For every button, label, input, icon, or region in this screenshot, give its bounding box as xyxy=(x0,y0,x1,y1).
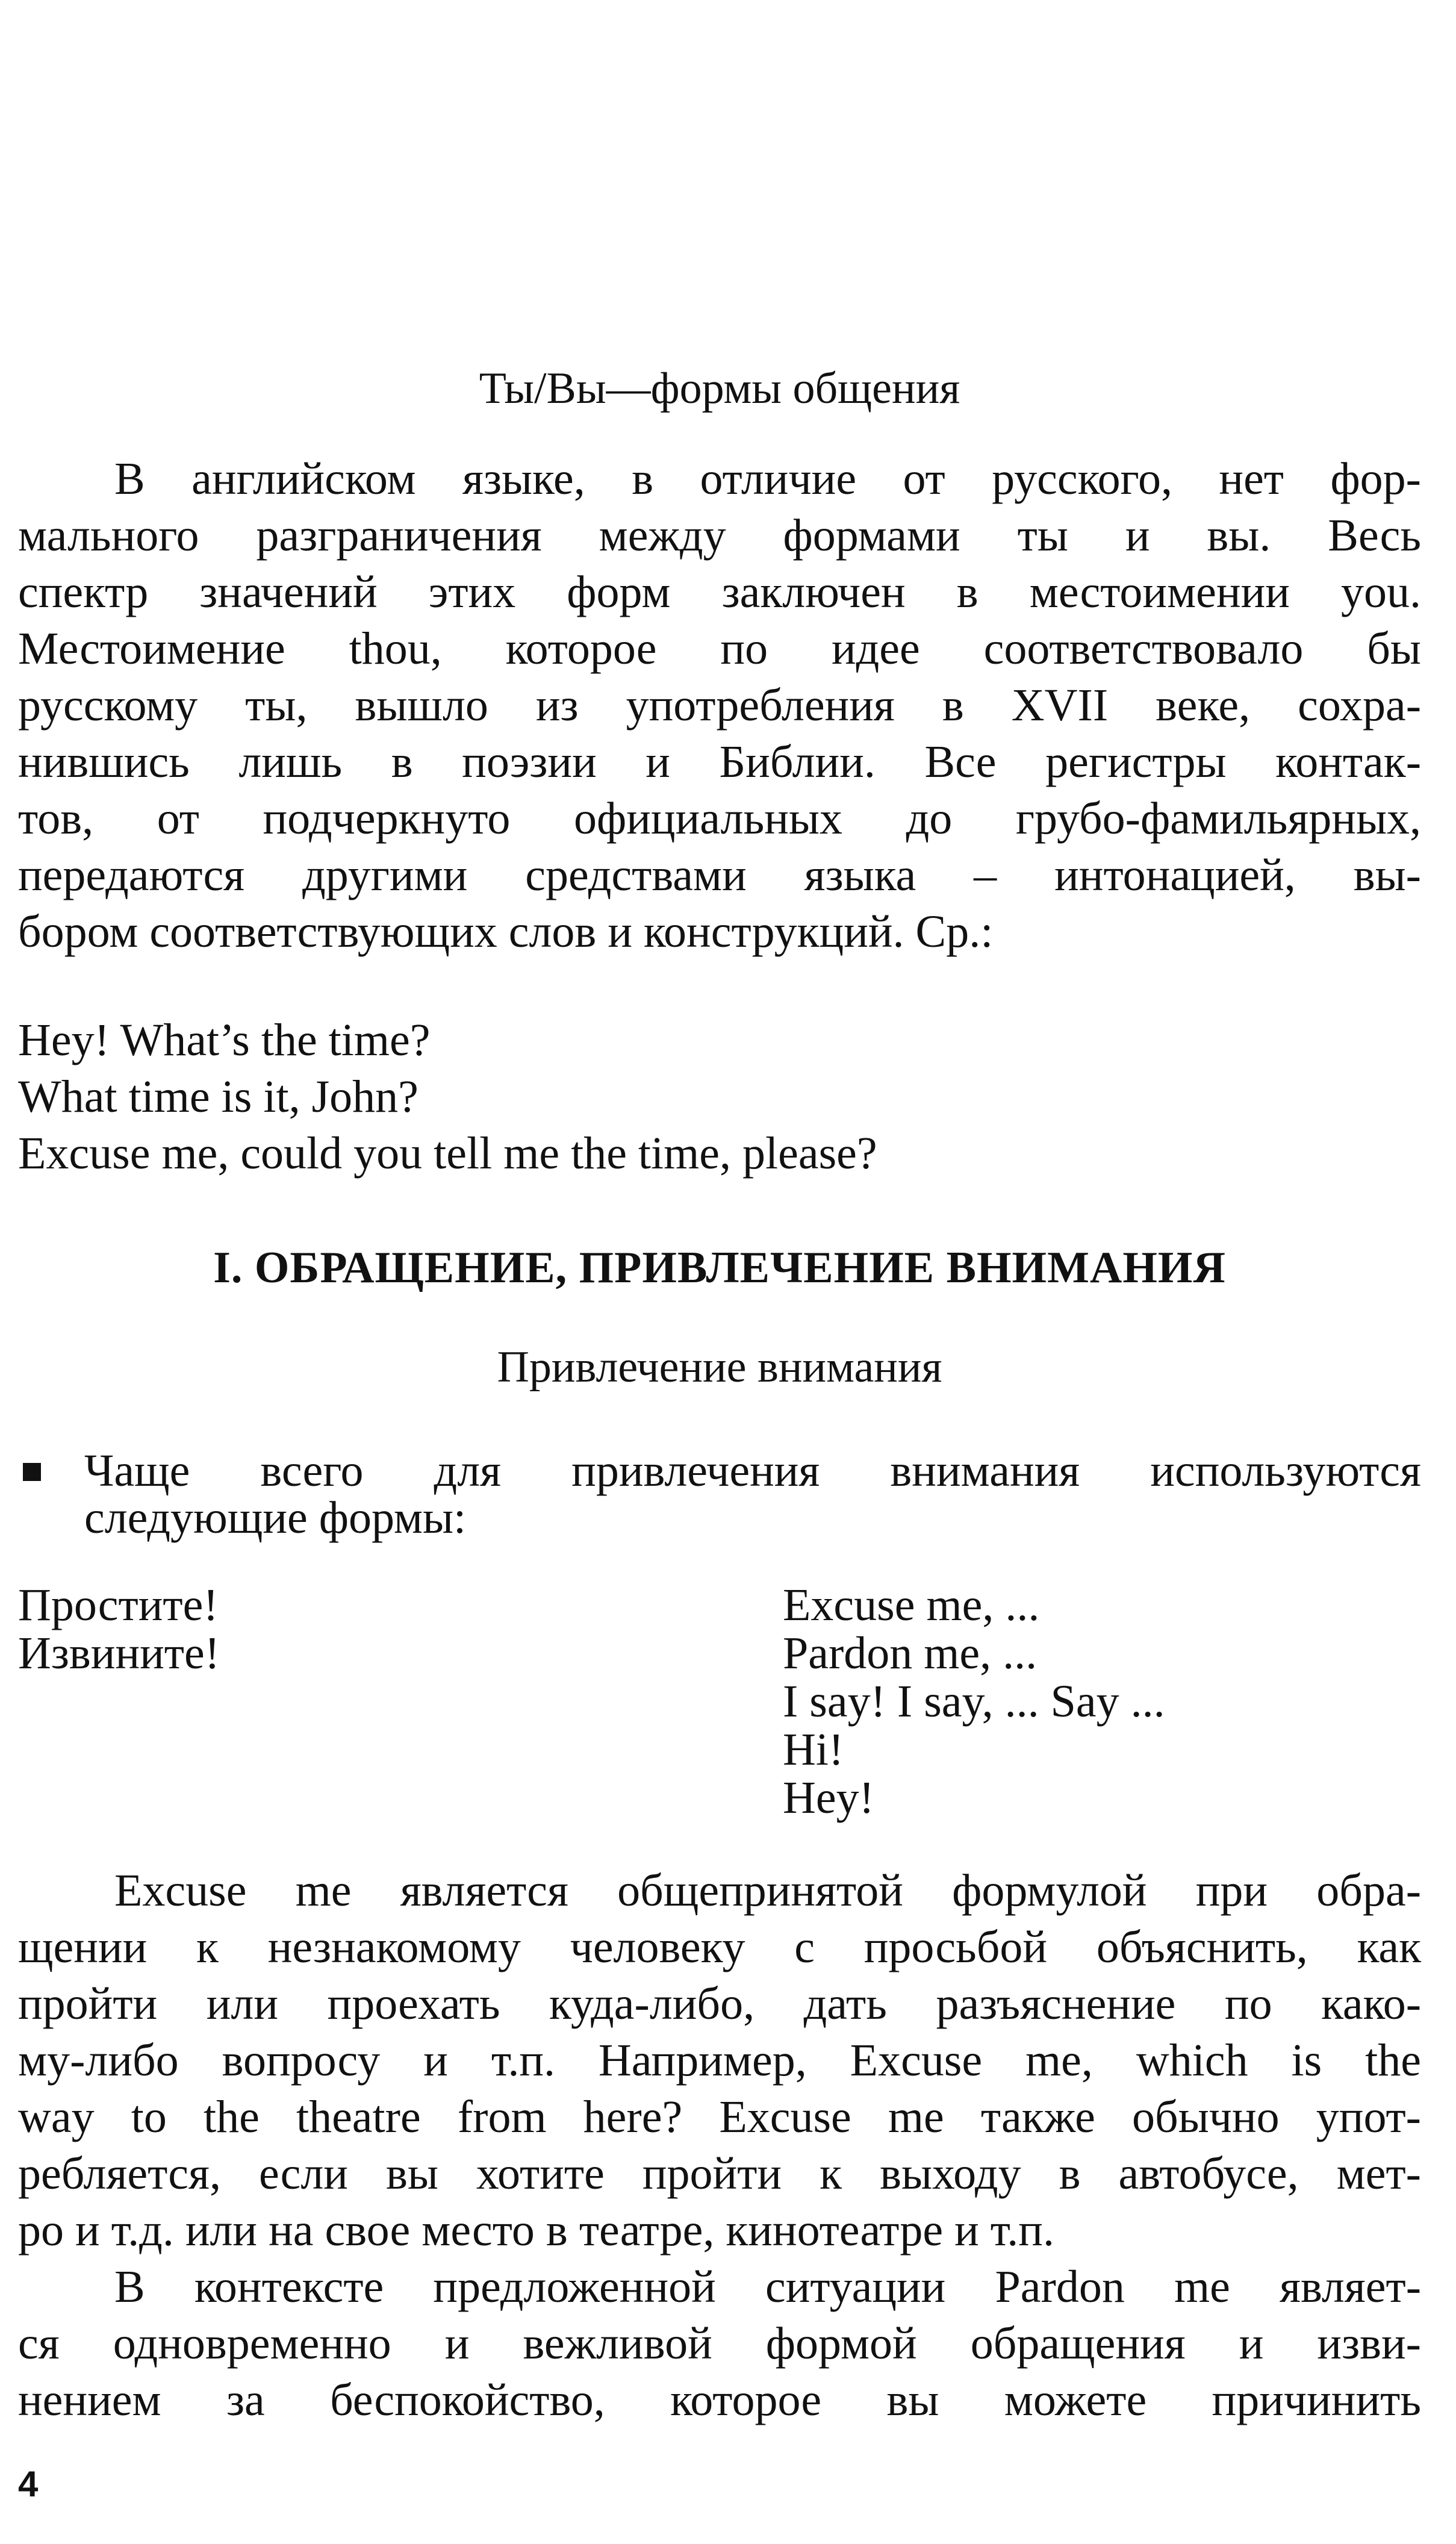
excuse-me-paragraph xyxy=(18,1862,1421,2259)
english-form: Hi! xyxy=(783,1724,844,1775)
russian-form: Извините! xyxy=(18,1628,220,1679)
book-page xyxy=(18,0,1421,2544)
paragraph-line: Местоимение thou, которое по идее соответствовало бы xyxy=(18,623,1421,674)
paragraph-line: ся одновременно и вежливой формой обращения и изви- xyxy=(18,2318,1421,2369)
paragraph-line: тов, от подчеркнуто официальных до грубо-фамильярных, xyxy=(18,793,1421,844)
section-title-forms-of-address: Ты/Вы—формы общения xyxy=(479,364,960,413)
paragraph-line: му-либо вопросу и т.п. Например, Excuse me, which is the xyxy=(18,2035,1421,2086)
example-line: Excuse me, could you tell me the time, please? xyxy=(18,1128,877,1179)
section-subtitle: Привлечение внимания xyxy=(497,1342,942,1392)
english-form: Pardon me, ... xyxy=(783,1628,1038,1679)
page-number: 4 xyxy=(18,2464,39,2504)
bullet-square-icon xyxy=(23,1463,41,1481)
paragraph-line: спектр значений этих форм заключен в местоимении you. xyxy=(18,567,1421,617)
paragraph-line: мального разграничения между формами ты и вы. Весь xyxy=(18,510,1421,561)
paragraph-line: щении к незнакомому человеку с просьбой объяснить, как xyxy=(18,1922,1421,1972)
paragraph-line: русскому ты, вышло из употребления в XVII веке, сохра- xyxy=(18,680,1421,731)
russian-form: Простите! xyxy=(18,1580,219,1630)
intro-paragraph xyxy=(18,450,1421,960)
paragraph-line: нением за беспокойство, которое вы можете причинить xyxy=(18,2375,1421,2425)
example-list xyxy=(18,1012,1421,1182)
bullet-text xyxy=(84,1442,1421,1546)
paragraph-line: В контексте предложенной ситуации Pardon me являет- xyxy=(114,2262,1421,2312)
paragraph-line: ро и т.д. или на свое место в театре, кинотеатре и т.п. xyxy=(18,2205,1054,2256)
example-line: Hey! What’s the time? xyxy=(18,1015,431,1065)
paragraph-line: пройти или проехать куда-либо, дать разъяснение по како- xyxy=(18,1978,1421,2029)
russian-forms-column xyxy=(18,1581,620,1677)
english-form: Hey! xyxy=(783,1772,874,1823)
paragraph-line: нившись лишь в поэзии и Библии. Все регистры контак- xyxy=(18,737,1421,787)
english-form: Excuse me, ... xyxy=(783,1580,1040,1630)
paragraph-line: передаются другими средствами языка – интонацией, вы- xyxy=(18,850,1421,900)
paragraph-line: way to the theatre from here? Excuse me также обычно упот- xyxy=(18,2092,1421,2142)
paragraph-line: Excuse me является общепринятой формулой при обра- xyxy=(114,1865,1421,1916)
bullet-line: следующие формы: xyxy=(84,1492,467,1543)
english-form: I say! I say, ... Say ... xyxy=(783,1676,1165,1727)
example-line: What time is it, John? xyxy=(18,1071,418,1122)
chapter-title: I. ОБРАЩЕНИЕ, ПРИВЛЕЧЕНИЕ ВНИМАНИЯ xyxy=(213,1243,1226,1292)
paragraph-line: бором соответствующих слов и конструкций. Ср.: xyxy=(18,906,994,957)
pardon-me-paragraph xyxy=(18,2259,1421,2428)
paragraph-line: ребляется, если вы хотите пройти к выходу в автобусе, мет- xyxy=(18,2148,1421,2199)
paragraph-line: В английском языке, в отличие от русского, нет фор- xyxy=(114,454,1421,504)
bullet-line: Чаще всего для привлечения внимания используются xyxy=(84,1445,1421,1496)
english-forms-column xyxy=(783,1581,1421,1822)
